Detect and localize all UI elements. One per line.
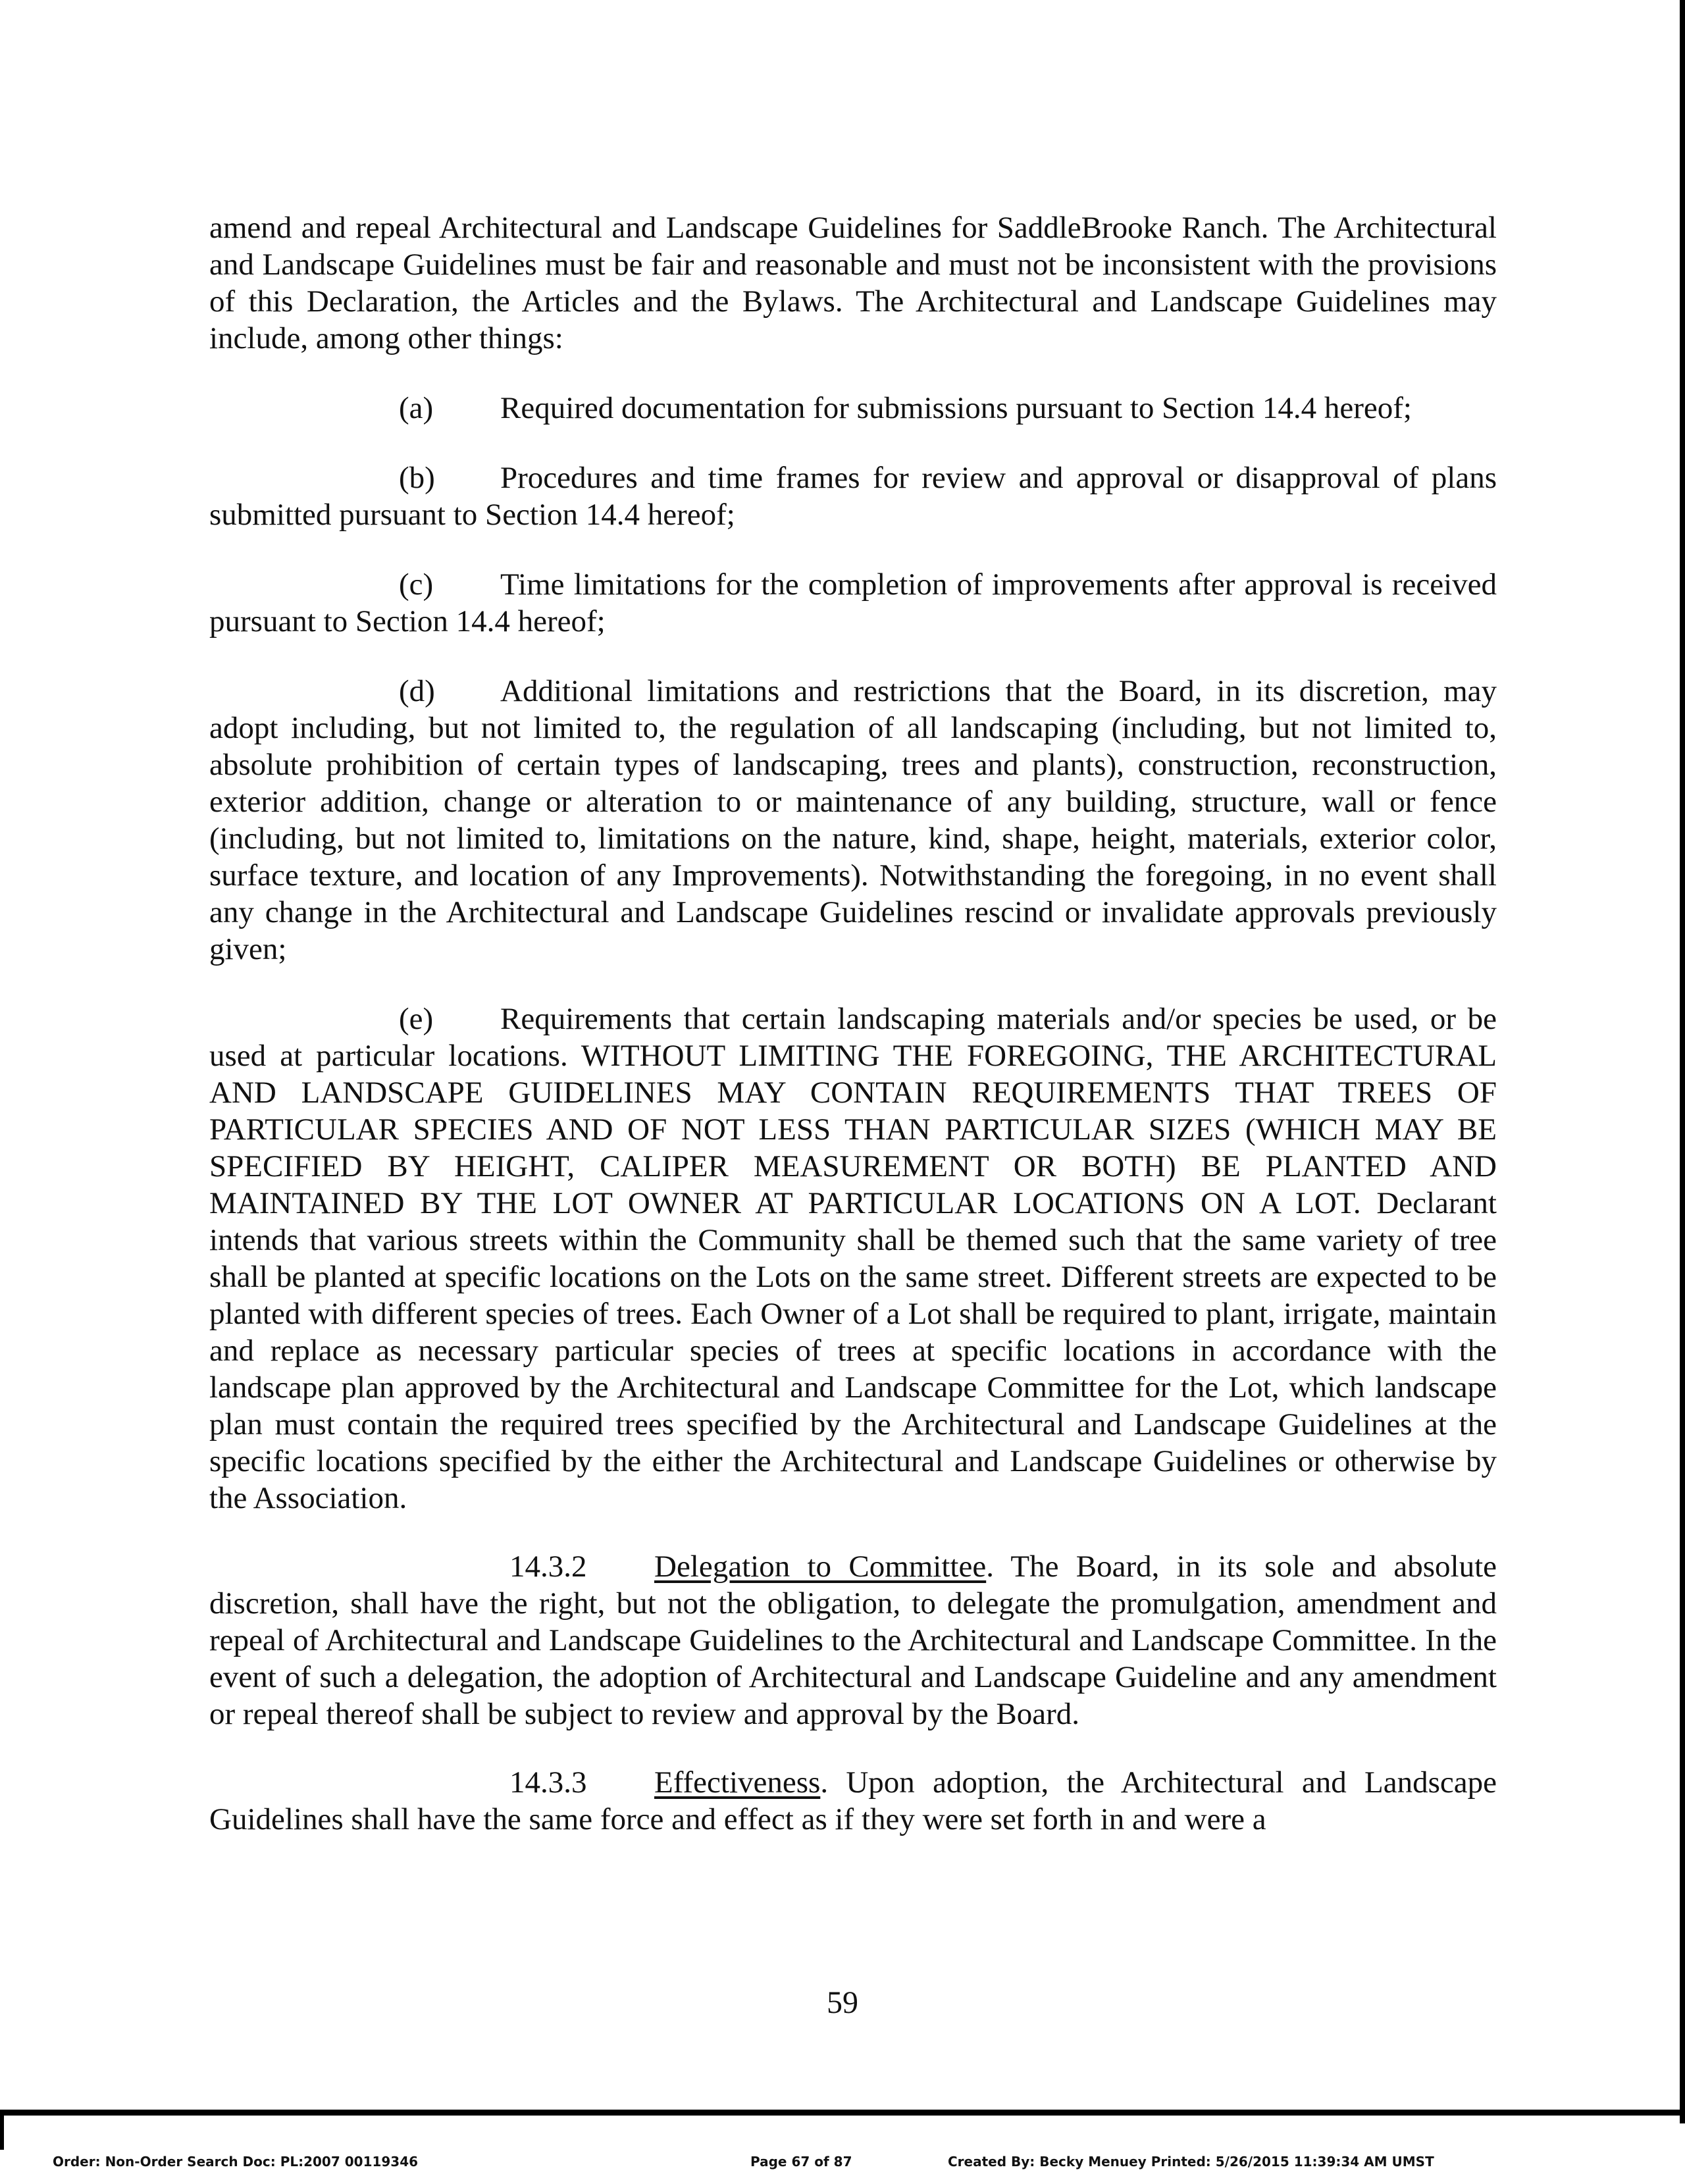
footer-divider	[0, 2110, 1685, 2116]
footer-page-info: Page 67 of 87	[750, 2154, 852, 2170]
list-item-c	[209, 566, 1497, 640]
document-body	[209, 209, 1497, 1838]
section-text: . The Board, in its sole and absolute discretion, shall have the right, but not the obligation, to delegate the promulgation, amendment and repeal of Architectural and Landscape Guidelines to the Architectural and Landscape Committee. In the event of such a delegation, the adoption of Architectural and Landscape Guideline and any amendment or repeal thereof shall be subject to review and approval by the Board.	[209, 1549, 1497, 1731]
page-right-border	[1680, 0, 1685, 2123]
section-title: Delegation to Committee	[654, 1549, 987, 1584]
list-item-text: Required documentation for submissions pursuant to Section 14.4 hereof;	[500, 391, 1412, 425]
list-item-d	[209, 673, 1497, 968]
list-item-label: (a)	[399, 391, 434, 425]
section-14-3-2	[209, 1548, 1497, 1732]
list-item-label: (d)	[399, 674, 435, 708]
section-14-3-3	[209, 1764, 1497, 1838]
footer-created-info: Created By: Becky Menuey Printed: 5/26/2015 11:39:34 AM UMST	[948, 2154, 1434, 2170]
list-item-label: (b)	[399, 461, 435, 495]
list-item-label: (c)	[399, 567, 434, 602]
section-number: 14.3.2	[509, 1549, 587, 1584]
list-item-text: Requirements that certain landscaping materials and/or species be used, or be used at particular locations. WITHOUT LIMITING THE FOREGOING, THE ARCHITECTURAL AND LANDSCAPE GUIDELINES MAY CONTAIN REQUIREMENTS THAT TREES OF PARTICULAR SPECIES AND OF NOT LESS THAN PARTICULAR SIZES (WHICH MAY BE SPECIFIED BY HEIGHT, CALIPER MEASUREMENT OR BOTH) BE PLANTED AND MAINTAINED BY THE LOT OWNER AT PARTICULAR LOCATIONS ON A LOT. Declarant intends that various streets within the Community shall be themed such that the same variety of tree shall be planted at specific locations on the Lots on the same street. Different streets are expected to be planted with different species of trees. Each Owner of a Lot shall be required to plant, irrigate, maintain and replace as necessary particular species of trees at specific locations in accordance with the landscape plan approved by the Architectural and Landscape Committee for the Lot, which landscape plan must contain the required trees specified by the Architectural and Landscape Guidelines at the specific locations specified by the either the Architectural and Landscape Guidelines or otherwise by the Association.	[209, 1002, 1497, 1515]
list-item-text: Additional limitations and restrictions that the Board, in its discretion, may adopt including, but not limited to, the regulation of all landscaping (including, but not limited to, absolute prohibition of certain types of landscaping, trees and plants), construction, reconstruction, exterior addition, change or alteration to or maintenance of any building, structure, wall or fence (including, but not limited to, limitations on the nature, kind, shape, height, materials, exterior color, surface texture, and location of any Improvements). Notwithstanding the foregoing, in no event shall any change in the Architectural and Landscape Guidelines rescind or invalidate approvals previously given;	[209, 674, 1497, 966]
intro-paragraph: amend and repeal Architectural and Landscape Guidelines for SaddleBrooke Ranch. The Architectural and Landscape Guidelines must be fair and reasonable and must not be inconsistent with the provisions of this Declaration, the Articles and the Bylaws. The Architectural and Landscape Guidelines may include, among other things:	[209, 211, 1497, 355]
section-text: . Upon adoption, the Architectural and Landscape Guidelines shall have the same force and effect as if they were set forth in and were a	[209, 1765, 1497, 1836]
list-item-text: Time limitations for the completion of improvements after approval is received pursuant to Section 14.4 hereof;	[209, 567, 1497, 638]
list-item-label: (e)	[399, 1002, 434, 1036]
list-item-b	[209, 459, 1497, 533]
section-number: 14.3.3	[509, 1765, 587, 1800]
page-number: 59	[827, 1985, 858, 2020]
footer-order-info: Order: Non-Order Search Doc: PL:2007 00119346	[53, 2154, 419, 2170]
list-item-e	[209, 1001, 1497, 1517]
list-item-a	[209, 390, 1497, 427]
list-item-text: Procedures and time frames for review and approval or disapproval of plans submitted pursuant to Section 14.4 hereof;	[209, 461, 1497, 532]
section-title: Effectiveness	[654, 1765, 821, 1800]
footer-left-tick	[0, 2113, 4, 2150]
